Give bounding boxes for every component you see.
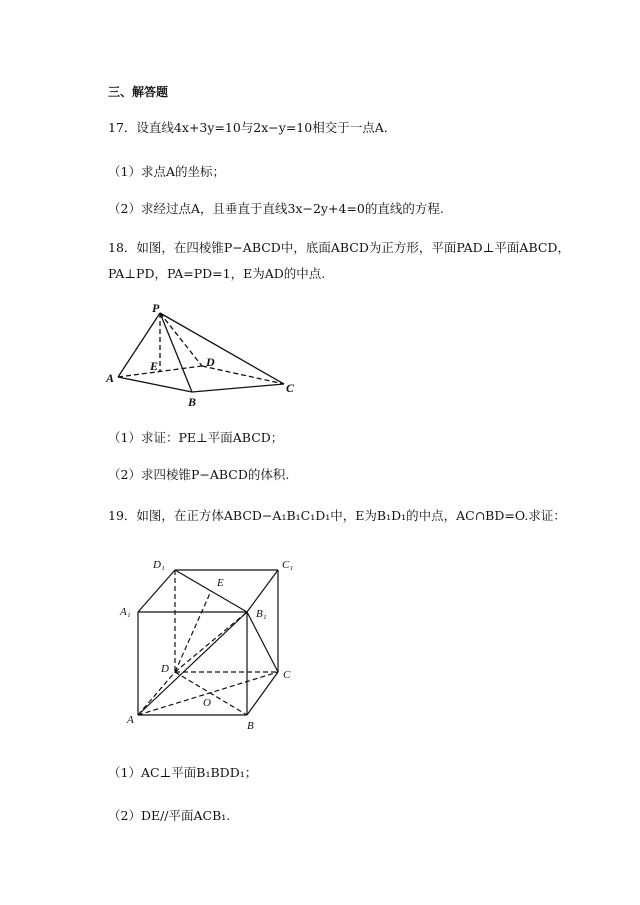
section-title: 三、解答题 xyxy=(108,85,169,99)
edge-PD xyxy=(160,313,202,366)
q17-part1: （1）求点A的坐标； xyxy=(108,164,225,179)
label-B: B xyxy=(247,720,254,732)
edge-PC xyxy=(160,313,284,384)
q19-stem: 19．如图，在正方体ABCD−A₁B₁C₁D₁中，E为B₁D₁的中点，AC∩BD=O.求证： xyxy=(108,508,566,523)
edge-B1C1 xyxy=(247,570,278,612)
label-A: A xyxy=(127,714,134,726)
segment-AB1 xyxy=(138,612,247,715)
q18-stem-line1: 18．如图，在四棱锥P−ABCD中，底面ABCD为正方形，平面PAD⊥平面ABCD， xyxy=(108,240,570,255)
label-D1: D₁ xyxy=(153,559,165,571)
edge-A1D1 xyxy=(138,570,175,612)
edge-AB xyxy=(118,377,192,392)
label-C1: C₁ xyxy=(282,559,294,571)
q17-part2: （2）求经过点A，且垂直于直线3x−2y+4=0的直线的方程. xyxy=(108,201,444,216)
segment-DB1 xyxy=(175,612,247,672)
q18-stem-line2: PA⊥PD，PA=PD=1，E为AD的中点. xyxy=(108,266,326,281)
label-A1: A₁ xyxy=(120,606,131,618)
label-E: E xyxy=(217,577,224,589)
q19-part1: （1）AC⊥平面B₁BDD₁； xyxy=(108,765,258,780)
edge-BC xyxy=(247,672,278,715)
label-D: D xyxy=(206,355,215,369)
label-A: A xyxy=(106,371,115,385)
edge-BC xyxy=(192,384,284,392)
edge-PB xyxy=(160,313,192,392)
label-B1: B₁ xyxy=(256,608,267,620)
q18-part1: （1）求证：PE⊥平面ABCD； xyxy=(108,430,284,445)
pyramid-figure xyxy=(100,300,310,420)
label-O: O xyxy=(203,697,211,709)
q18-part2: （2）求四棱锥P−ABCD的体积. xyxy=(108,467,290,482)
segment-DE xyxy=(175,591,211,672)
cube-figure xyxy=(110,550,310,740)
label-P: P xyxy=(152,301,160,315)
label-B: B xyxy=(188,395,197,409)
label-C: C xyxy=(286,381,295,395)
label-E: E xyxy=(150,359,159,373)
label-C: C xyxy=(283,669,291,681)
segment-B1C xyxy=(247,612,278,672)
label-D: D xyxy=(161,663,169,675)
segment-BD xyxy=(175,672,247,715)
q17-stem: 17．设直线4x+3y=10与2x−y=10相交于一点A． xyxy=(108,120,397,135)
edge-AD xyxy=(138,672,175,715)
q19-part2: （2）DE//平面ACB₁. xyxy=(108,808,231,823)
